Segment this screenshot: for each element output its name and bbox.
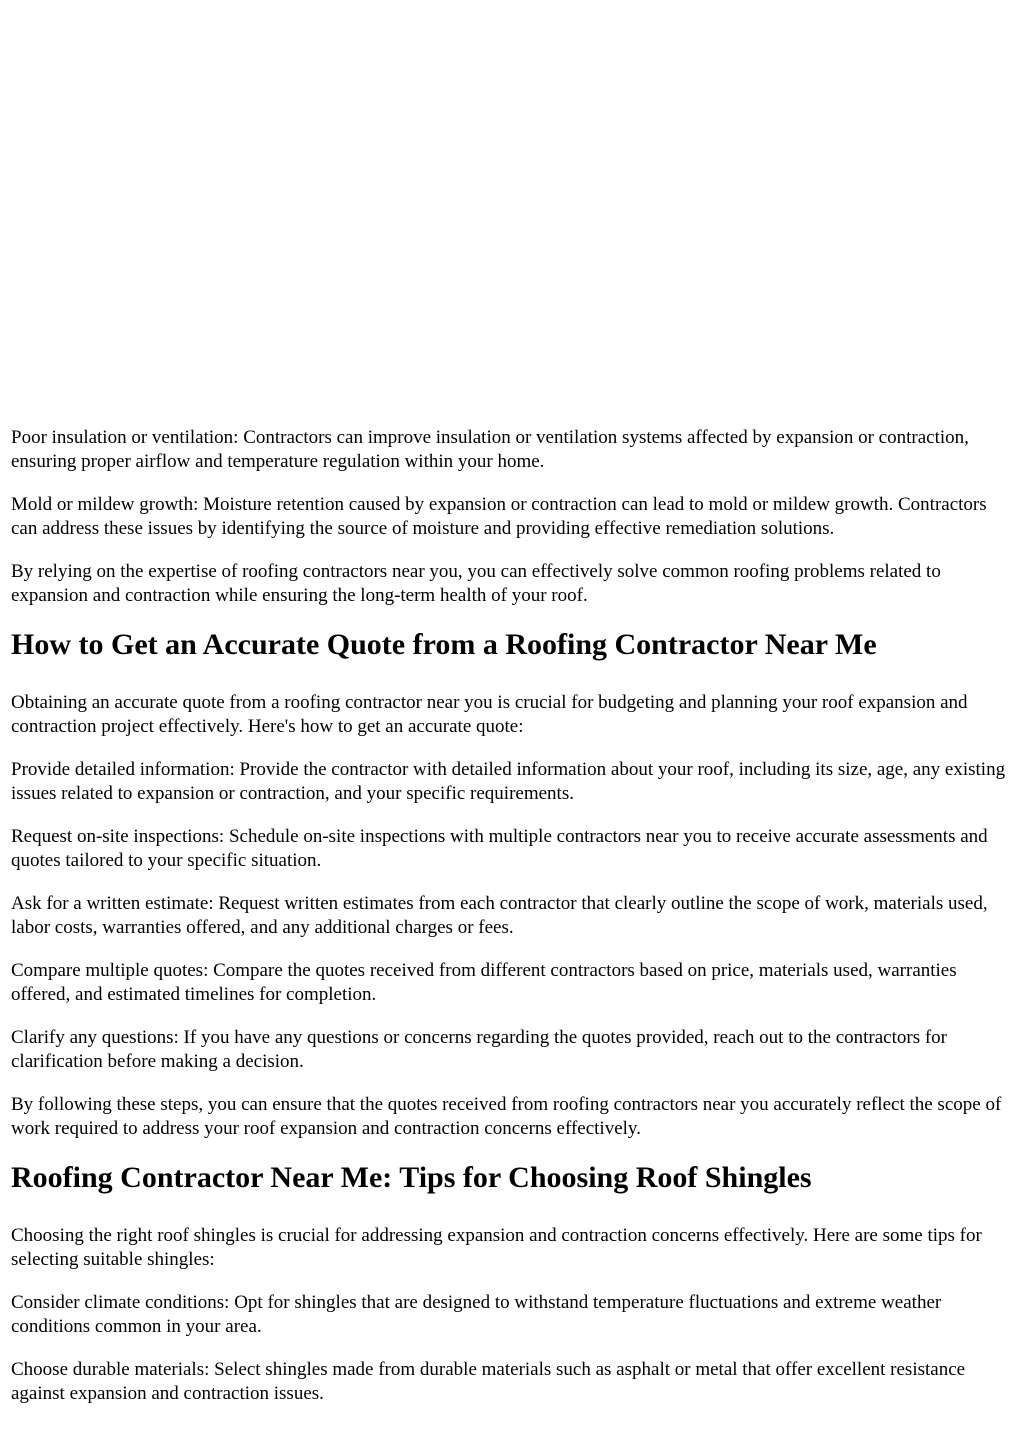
paragraph-shingles-intro: Choosing the right roof shingles is crucial for addressing expansion and contraction concerns effectively. Here are some tips for selecting suitable shingles: xyxy=(11,1225,982,1270)
paragraph-durable-materials: Choose durable materials: Select shingles made from durable materials such as asphalt or metal that offer excellent resistance against expansion and contraction issues. xyxy=(11,1359,966,1404)
paragraph-detailed-information: Provide detailed information: Provide the contractor with detailed information about your roof, including its size, age, any existing issues related to expansion or contraction, and your specific requirements. xyxy=(11,759,1006,804)
paragraph-onsite-inspections: Request on-site inspections: Schedule on-site inspections with multiple contractors near you to receive accurate assessments and quotes tailored to your specific situation. xyxy=(11,826,988,871)
heading-roof-shingles: Roofing Contractor Near Me: Tips for Choosing Roof Shingles xyxy=(11,1161,812,1194)
heading-accurate-quote: How to Get an Accurate Quote from a Roofing Contractor Near Me xyxy=(11,628,877,661)
paragraph-mold-mildew: Mold or mildew growth: Moisture retention caused by expansion or contraction can lead to mold or mildew growth. Contractors can address these issues by identifying the source of moisture and providing effective remediation solutions. xyxy=(11,494,987,539)
paragraph-poor-insulation: Poor insulation or ventilation: Contractors can improve insulation or ventilation systems affected by expansion or contraction, ensuring proper airflow and temperature regulation within your home. xyxy=(11,427,969,472)
paragraph-climate-conditions: Consider climate conditions: Opt for shingles that are designed to withstand temperature fluctuations and extreme weather conditions common in your area. xyxy=(11,1292,942,1337)
paragraph-expertise-summary: By relying on the expertise of roofing contractors near you, you can effectively solve common roofing problems related to expansion and contraction while ensuring the long-term health of your roof. xyxy=(11,561,941,606)
paragraph-clarify-questions: Clarify any questions: If you have any questions or concerns regarding the quotes provided, reach out to the contractors for clarification before making a decision. xyxy=(11,1027,948,1072)
paragraph-written-estimate: Ask for a written estimate: Request written estimates from each contractor that clearly outline the scope of work, materials used, labor costs, warranties offered, and any additional charges or fees. xyxy=(11,893,988,938)
article-content xyxy=(11,426,1017,1425)
blank-top-area xyxy=(0,0,1024,420)
paragraph-quote-summary: By following these steps, you can ensure that the quotes received from roofing contractors near you accurately reflect the scope of work required to address your roof expansion and contraction concerns effectively. xyxy=(11,1094,1002,1139)
paragraph-quote-intro: Obtaining an accurate quote from a roofing contractor near you is crucial for budgeting and planning your roof expansion and contraction project effectively. Here's how to get an accurate quote: xyxy=(11,692,968,737)
paragraph-compare-quotes: Compare multiple quotes: Compare the quotes received from different contractors based on price, materials used, warranties offered, and estimated timelines for completion. xyxy=(11,960,957,1005)
